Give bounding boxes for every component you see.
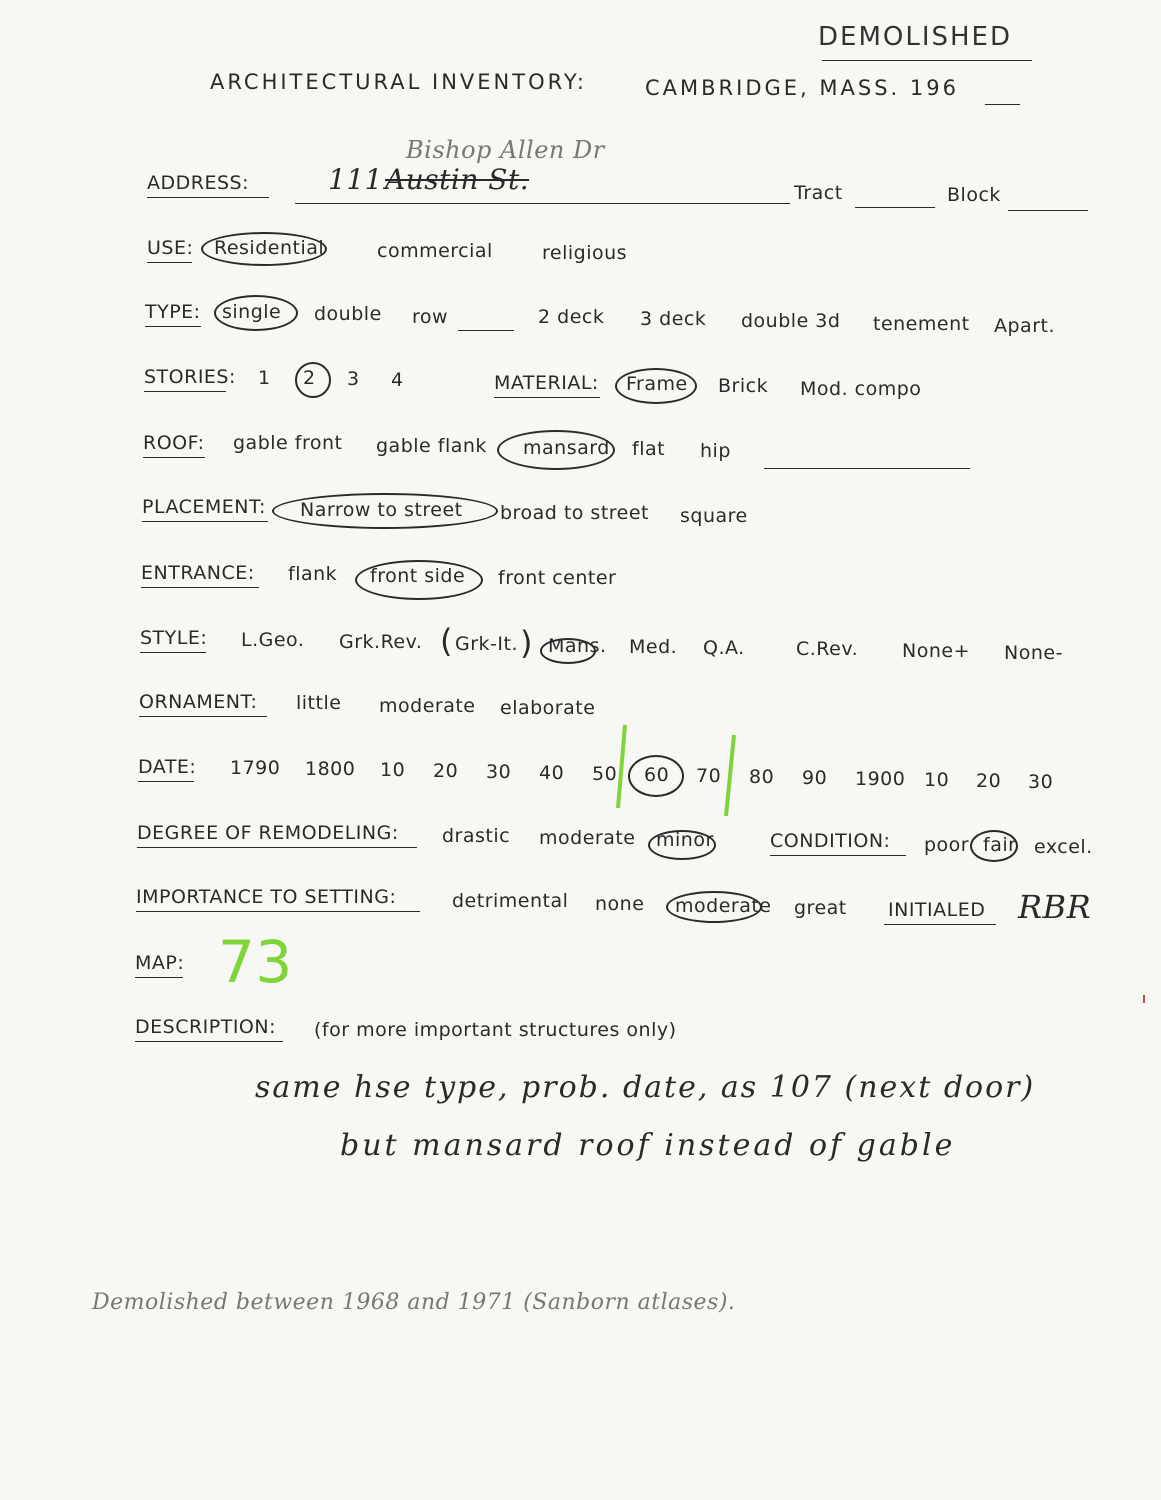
date-1790: 1790 xyxy=(230,757,281,779)
style-c-rev: C.Rev. xyxy=(796,638,859,660)
ornament-label: ORNAMENT: xyxy=(139,691,258,713)
type-apartment: Apart. xyxy=(994,315,1056,337)
address-label: ADDRESS: xyxy=(147,172,249,194)
style-none-minus: None- xyxy=(1004,642,1063,664)
style-bracket-right: ) xyxy=(520,624,533,662)
date-20: 20 xyxy=(433,760,459,782)
demolition-footnote: Demolished between 1968 and 1971 (Sanborn atlases). xyxy=(92,1290,736,1315)
entrance-label: ENTRANCE: xyxy=(141,562,255,584)
address-number: 111 xyxy=(328,163,383,196)
ornament-label-underline xyxy=(139,716,267,717)
use-selection-circle xyxy=(201,232,327,266)
original-street: Austin St. xyxy=(385,163,530,196)
roof-gable-front: gable front xyxy=(233,432,343,454)
roof-mansard: mansard xyxy=(523,437,610,459)
condition-fair: fair xyxy=(983,834,1017,856)
condition-label-underline xyxy=(770,855,906,856)
entrance-label-underline xyxy=(141,587,259,588)
placement-broad: broad to street xyxy=(500,502,650,524)
condition-label: CONDITION: xyxy=(770,830,891,852)
date-40: 40 xyxy=(539,762,565,784)
use-label-underline xyxy=(147,262,192,263)
entrance-flank: flank xyxy=(288,563,338,585)
style-label-underline xyxy=(140,652,206,653)
importance-great: great xyxy=(794,897,847,919)
style-bracket-left: ( xyxy=(440,622,453,660)
date-10: 10 xyxy=(380,759,406,781)
type-label-underline xyxy=(145,326,201,327)
form-title: ARCHITECTURAL INVENTORY: xyxy=(210,70,587,94)
date-1920: 20 xyxy=(976,770,1002,792)
form-city: CAMBRIDGE, MASS. 196 xyxy=(645,76,959,100)
condition-selection-circle xyxy=(970,830,1018,862)
roof-hip: hip xyxy=(700,440,731,462)
demolished-stamp: DEMOLISHED xyxy=(818,22,1013,52)
address-label-underline xyxy=(147,197,269,198)
tract-label: Tract xyxy=(794,182,843,204)
year-blank xyxy=(985,104,1020,105)
date-30: 30 xyxy=(486,761,512,783)
remodeling-moderate: moderate xyxy=(539,827,636,849)
date-60: 60 xyxy=(644,764,670,786)
type-row-blank xyxy=(458,330,514,331)
use-residential: Residential xyxy=(214,237,325,259)
placement-selection-circle xyxy=(272,493,498,529)
importance-detrimental: detrimental xyxy=(452,890,569,912)
type-selection-circle xyxy=(214,295,298,331)
placement-narrow: Narrow to street xyxy=(300,499,463,521)
date-label-underline xyxy=(138,781,194,782)
type-row: row xyxy=(412,306,449,328)
entrance-selection-circle xyxy=(355,560,483,600)
importance-selection-circle xyxy=(666,891,762,923)
description-line-2: but mansard roof instead of gable xyxy=(340,1128,956,1163)
style-mans-circle xyxy=(540,638,596,664)
stories-4: 4 xyxy=(391,369,404,391)
type-double-3d: double 3d xyxy=(741,310,841,332)
style-med: Med. xyxy=(629,636,678,658)
style-grk-it: Grk-It. xyxy=(455,633,518,655)
tract-blank xyxy=(855,207,935,208)
roof-flat: flat xyxy=(632,438,666,460)
red-mark xyxy=(1143,995,1145,1003)
map-label: MAP: xyxy=(135,952,185,974)
date-range-marks xyxy=(600,720,750,820)
address-blank xyxy=(295,203,790,204)
entrance-front-center: front center xyxy=(498,567,617,589)
condition-poor: poor xyxy=(924,834,970,856)
material-label: MATERIAL: xyxy=(494,372,599,394)
roof-other-blank xyxy=(764,468,970,469)
description-line-1: same hse type, prob. date, as 107 (next door) xyxy=(255,1070,1036,1105)
description-note: (for more important structures only) xyxy=(314,1019,677,1041)
remodeling-label: DEGREE OF REMODELING: xyxy=(137,822,399,844)
importance-label: IMPORTANCE TO SETTING: xyxy=(136,886,397,908)
type-label: TYPE: xyxy=(145,301,201,323)
style-none-plus: None+ xyxy=(902,640,970,662)
material-mod-compo: Mod. compo xyxy=(800,378,922,400)
remodeling-minor: minor xyxy=(656,829,714,851)
style-mans: Mans. xyxy=(548,635,607,657)
date-range-start-mark xyxy=(618,725,625,808)
date-range-end-mark xyxy=(726,735,734,816)
type-single: single xyxy=(222,301,282,323)
importance-none: none xyxy=(595,893,645,915)
use-commercial: commercial xyxy=(377,240,493,262)
type-tenement: tenement xyxy=(873,313,970,335)
stories-2: 2 xyxy=(303,367,316,389)
stories-1: 1 xyxy=(258,367,271,389)
material-selection-circle xyxy=(615,368,697,404)
map-value: 73 xyxy=(218,928,293,996)
placement-label: PLACEMENT: xyxy=(142,496,266,518)
date-90: 90 xyxy=(802,767,828,789)
roof-selection-circle xyxy=(497,430,615,470)
type-2-deck: 2 deck xyxy=(538,306,605,328)
corrected-street: Bishop Allen Dr xyxy=(406,136,605,164)
date-80: 80 xyxy=(749,766,775,788)
description-label-underline xyxy=(135,1041,283,1042)
remodeling-drastic: drastic xyxy=(442,825,511,847)
stories-label-underline xyxy=(144,391,226,392)
placement-label-underline xyxy=(142,521,268,522)
roof-label-underline xyxy=(143,457,205,458)
type-3-deck: 3 deck xyxy=(640,308,707,330)
material-brick: Brick xyxy=(718,375,769,397)
entrance-front-side: front side xyxy=(370,565,466,587)
stories-3: 3 xyxy=(347,368,360,390)
block-label: Block xyxy=(947,184,1001,206)
use-label: USE: xyxy=(147,237,194,259)
date-70: 70 xyxy=(696,765,722,787)
style-label: STYLE: xyxy=(140,627,208,649)
style-qa: Q.A. xyxy=(703,637,745,659)
date-50: 50 xyxy=(592,763,618,785)
date-1900: 1900 xyxy=(855,768,906,790)
style-grk-rev: Grk.Rev. xyxy=(339,631,423,653)
type-double: double xyxy=(314,303,382,325)
stories-selection-circle xyxy=(295,362,331,398)
material-label-underline xyxy=(494,397,600,398)
stories-label: STORIES: xyxy=(144,366,236,388)
remodeling-selection-circle xyxy=(648,830,716,860)
initialed-label-underline xyxy=(884,924,996,925)
ornament-little: little xyxy=(296,692,342,714)
date-1930: 30 xyxy=(1028,771,1054,793)
initialed-value: RBR xyxy=(1018,888,1092,926)
description-label: DESCRIPTION: xyxy=(135,1016,277,1038)
material-frame: Frame xyxy=(626,373,688,395)
date-1800: 1800 xyxy=(305,758,356,780)
remodeling-label-underline xyxy=(137,847,417,848)
importance-label-underline xyxy=(136,911,420,912)
map-label-underline xyxy=(135,977,183,978)
ornament-moderate: moderate xyxy=(379,695,476,717)
importance-moderate: moderate xyxy=(675,895,772,917)
roof-gable-flank: gable flank xyxy=(376,435,487,457)
date-1910: 10 xyxy=(924,769,950,791)
use-religious: religious xyxy=(542,242,628,264)
initialed-label: INITIALED xyxy=(888,899,986,921)
date-label: DATE: xyxy=(138,756,197,778)
condition-excel: excel. xyxy=(1034,836,1093,858)
style-l-geo: L.Geo. xyxy=(241,629,305,651)
stamp-underline xyxy=(822,60,1032,61)
ornament-elaborate: elaborate xyxy=(500,697,596,719)
placement-square: square xyxy=(680,505,748,527)
block-blank xyxy=(1008,210,1088,211)
roof-label: ROOF: xyxy=(143,432,205,454)
